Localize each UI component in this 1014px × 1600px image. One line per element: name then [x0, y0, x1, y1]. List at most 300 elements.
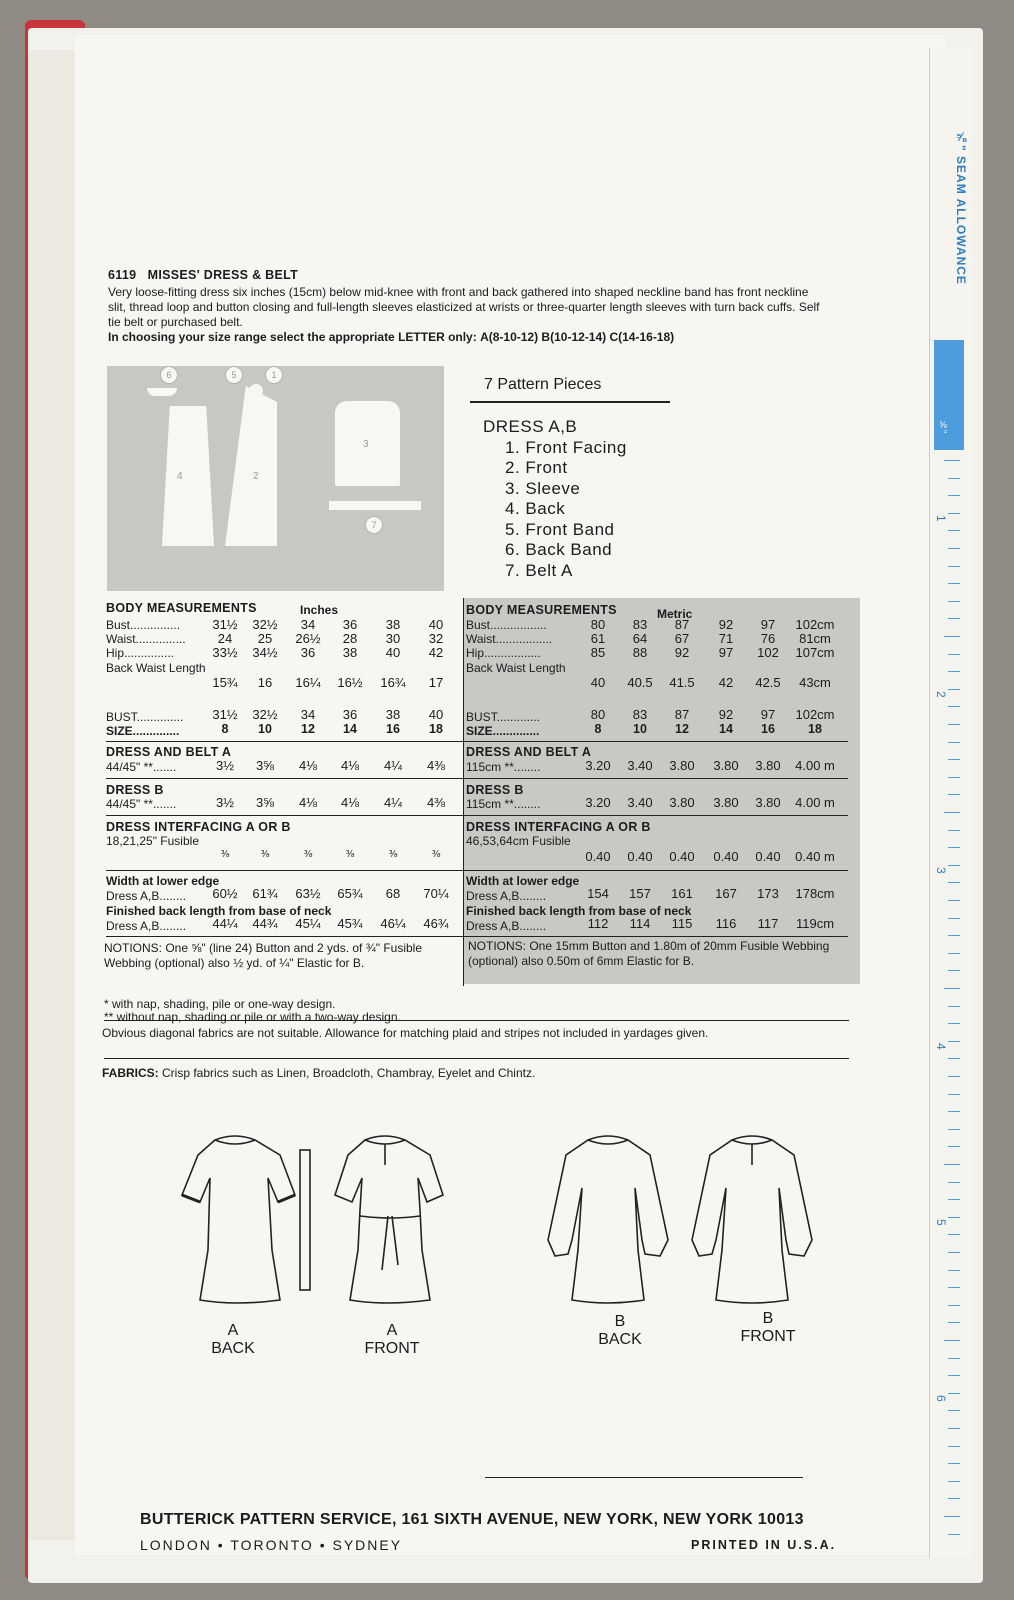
interfacing-title: DRESS INTERFACING A OR B — [466, 820, 651, 834]
pieces-title-underline — [470, 401, 670, 403]
dress-belt-label: 115cm **........ — [466, 760, 541, 774]
size-value: 16 — [761, 722, 775, 736]
back-length-value: 45¾ — [337, 916, 363, 931]
measure-value: 38 — [385, 617, 401, 632]
bust-value: 34 — [300, 707, 316, 722]
piece-back-band-shape — [147, 388, 177, 396]
ruler-tick — [948, 566, 960, 567]
ruler-tick — [948, 759, 960, 760]
back-length-value: 44¼ — [212, 916, 238, 931]
view-b-front-sketch — [692, 1136, 812, 1303]
piece-item: 6. Back Band — [505, 540, 613, 559]
column-divider — [463, 598, 464, 986]
nap-note-1: * with nap, shading, pile or one-way design. — [104, 997, 336, 1011]
yardage-value: 3½ — [215, 758, 235, 773]
measure-value: 32 — [428, 631, 444, 646]
dress-belt-label: 44/45" **....... — [106, 760, 177, 774]
yardage-value: 4⅛ — [340, 758, 360, 773]
footer-cities: LONDON • TORONTO • SYDNEY — [140, 1537, 403, 1553]
width-value: 65¾ — [337, 886, 363, 901]
interfacing-value: ⅜ — [345, 849, 355, 860]
rule — [106, 815, 848, 816]
dress-b-label: 44/45" **....... — [106, 797, 177, 811]
ruler-tick — [944, 636, 960, 637]
ruler-tick — [948, 1129, 960, 1130]
dress-belt-title: DRESS AND BELT A — [106, 745, 232, 759]
width-value: 161 — [671, 886, 693, 901]
ruler-number: 3 — [934, 867, 948, 874]
size-ranges: A(8-10-12) B(10-12-14) C(14-16-18) — [480, 330, 675, 344]
view-caption — [728, 1310, 808, 1346]
ruler-tick — [944, 812, 960, 813]
ruler-tick — [948, 1481, 960, 1482]
bust-label: BUST.............. — [106, 710, 184, 724]
measure-label: Hip................. — [466, 646, 541, 660]
yardage-value: 4⅛ — [340, 795, 360, 810]
measure-value: 33½ — [212, 645, 238, 660]
measure-value: 83 — [632, 617, 648, 632]
width-title: Width at lower edge — [106, 874, 220, 888]
back-length-value: 44¾ — [252, 916, 278, 931]
back-length-label: Dress A,B........ — [106, 919, 187, 933]
yardage-value: 4.00 m — [795, 758, 835, 773]
dress-belt-title: DRESS AND BELT A — [466, 745, 592, 759]
ruler-tick — [948, 1076, 960, 1077]
ruler-tick — [948, 1446, 960, 1447]
measure-value: 88 — [632, 645, 648, 660]
yardage-value: 4⅛ — [298, 758, 318, 773]
size-value: 10 — [633, 722, 647, 736]
view-letter: A — [386, 1322, 398, 1339]
measure-value: 97 — [760, 617, 776, 632]
ruler-tick — [948, 1375, 960, 1376]
measure-value: 76 — [760, 631, 776, 646]
measure-value: 64 — [632, 631, 648, 646]
ruler-tick — [948, 918, 960, 919]
ruler-top-label: ⅝" — [938, 420, 948, 434]
interfacing-value: 0.40 — [627, 849, 653, 864]
yardage-value: 3.80 — [713, 758, 739, 773]
pattern-description — [108, 285, 823, 345]
ruler-tick — [948, 1146, 960, 1147]
yardage-value: 3.20 — [585, 758, 611, 773]
bust-value: 87 — [674, 707, 690, 722]
bust-value: 38 — [385, 707, 401, 722]
yardage-value: 4⅜ — [426, 758, 446, 773]
ruler-tick — [948, 1498, 960, 1499]
bust-label: BUST............. — [466, 710, 541, 724]
pattern-title: MISSES' DRESS & BELT — [147, 268, 299, 282]
pieces-group: DRESS A,B — [483, 417, 578, 436]
width-value: 68 — [385, 886, 401, 901]
pattern-pieces-diagram — [107, 366, 444, 591]
view-caption — [352, 1322, 432, 1358]
size-value: 18 — [429, 722, 443, 736]
measure-label: Waist............... — [106, 632, 186, 646]
back-length-value: 114 — [629, 916, 651, 931]
back-length-value: 45¼ — [295, 916, 321, 931]
ruler-tick — [948, 900, 960, 901]
ruler-tick — [948, 1393, 960, 1394]
fabrics-label: FABRICS: — [102, 1066, 159, 1080]
size-value: 8 — [594, 722, 602, 736]
measure-value: 85 — [590, 645, 606, 660]
pieces-count-title: 7 Pattern Pieces — [484, 376, 602, 393]
piece-back-shape — [162, 406, 214, 546]
size-value: 16 — [386, 722, 400, 736]
back-length-value: 119cm — [795, 916, 835, 931]
measure-label: Bust............... — [106, 618, 181, 632]
measure-value: 92 — [674, 645, 690, 660]
ruler-tick — [948, 548, 960, 549]
ruler-tick — [948, 1252, 960, 1253]
measure-value: 40 — [428, 617, 444, 632]
ruler-tick — [948, 970, 960, 971]
pieces-list — [483, 417, 627, 581]
ruler-tick — [948, 689, 960, 690]
inches-notions: NOTIONS: One ⅝" (line 24) Button and 2 yds. of ¾" Fusible Webbing (optional) also ½ yd. of ¼" Elastic for B. — [104, 941, 422, 970]
ruler-number: 1 — [934, 515, 948, 522]
interfacing-value: ⅜ — [303, 849, 313, 860]
metric-notions: NOTIONS: One 15mm Button and 1.80m of 20mm Fusible Webbing (optional) also 0.50m of 6mm Elastic for B. — [468, 939, 830, 968]
yardage-value: 3½ — [215, 795, 235, 810]
measure-value: 40 — [385, 645, 401, 660]
ruler-tick — [948, 1217, 960, 1218]
back-waist-value: 42 — [718, 675, 734, 690]
ruler-tick — [948, 706, 960, 707]
bust-value: 31½ — [212, 707, 238, 722]
size-label: SIZE.............. — [106, 724, 180, 738]
measure-value: 71 — [718, 631, 734, 646]
piece-front-shape — [225, 386, 277, 546]
ruler-tick — [948, 742, 960, 743]
width-value: 60½ — [212, 886, 238, 901]
dress-b-label: 115cm **........ — [466, 797, 541, 811]
back-waist-label: Back Waist Length — [466, 661, 566, 675]
ruler-tick — [948, 724, 960, 725]
yardage-value: 4.00 m — [795, 795, 835, 810]
back-length-value: 115 — [671, 916, 693, 931]
measure-value: 107cm — [795, 645, 835, 660]
back-waist-value: 40.5 — [627, 675, 653, 690]
ruler-tick — [948, 513, 960, 514]
back-length-title: Finished back length from base of neck — [466, 904, 692, 918]
ruler-tick — [948, 654, 960, 655]
ruler-tick — [948, 1006, 960, 1007]
view-side: BACK — [211, 1340, 255, 1357]
garment-sketches — [160, 1120, 840, 1320]
back-waist-value: 15¾ — [212, 675, 238, 690]
ruler-tick — [944, 1516, 960, 1517]
ruler-blue-band — [934, 340, 964, 450]
width-label: Dress A,B........ — [466, 889, 547, 903]
back-length-title: Finished back length from base of neck — [106, 904, 332, 918]
width-title: Width at lower edge — [466, 874, 580, 888]
ruler-tick — [948, 618, 960, 619]
interfacing-value: 0.40 — [585, 849, 611, 864]
interfacing-value: 0.40 — [669, 849, 695, 864]
measure-value: 87 — [674, 617, 690, 632]
diagram-number: 4 — [177, 471, 183, 482]
width-value: 63½ — [295, 886, 321, 901]
ruler-tick — [948, 530, 960, 531]
measure-value: 80 — [590, 617, 606, 632]
diagram-number: 1 — [265, 366, 283, 384]
size-label: SIZE.............. — [466, 724, 540, 738]
rule — [106, 741, 848, 742]
belt-sketch — [300, 1150, 310, 1290]
width-value: 173 — [757, 886, 779, 901]
ruler-tick — [948, 1428, 960, 1429]
yardage-value: 4¼ — [383, 758, 403, 773]
piece-item: 4. Back — [505, 499, 566, 518]
yardage-value: 3.20 — [585, 795, 611, 810]
metric-body-title: BODY MEASUREMENTS — [466, 603, 617, 617]
back-length-value: 46¾ — [423, 916, 449, 931]
view-caption — [193, 1322, 273, 1358]
back-length-value: 46¼ — [380, 916, 406, 931]
footer-printed: PRINTED IN U.S.A. — [691, 1538, 837, 1552]
ruler-tick — [948, 830, 960, 831]
diagram-number: 7 — [365, 516, 383, 534]
interfacing-value: ⅜ — [220, 849, 230, 860]
ruler-number: 2 — [934, 691, 948, 698]
ruler-tick — [948, 583, 960, 584]
ruler-tick — [948, 1463, 960, 1464]
rule — [106, 778, 848, 779]
back-waist-value: 17 — [428, 675, 444, 690]
measure-value: 61 — [590, 631, 606, 646]
ruler-tick — [948, 1305, 960, 1306]
ruler-tick — [944, 1164, 960, 1165]
size-value: 12 — [301, 722, 315, 736]
ruler-tick — [948, 777, 960, 778]
description-text: Very loose-fitting dress six inches (15cm) below mid-knee with front and back gathered into shaped neckline band has front neckline slit, thread loop and button closing and full-length sleeves elasticized at wrists or three-quarter length sleeves with turn back cuffs. Self tie belt or purchased belt. — [108, 285, 820, 329]
width-value: 178cm — [795, 886, 835, 901]
ruler-tick — [948, 1058, 960, 1059]
size-value: 18 — [808, 722, 822, 736]
ruler-tick — [948, 953, 960, 954]
ruler-tick — [948, 1023, 960, 1024]
measure-value: 34½ — [252, 645, 278, 660]
size-instruction: In choosing your size range select the appropriate LETTER only: — [108, 330, 477, 344]
interfacing-value: ⅜ — [388, 849, 398, 860]
pattern-title-line — [108, 268, 298, 282]
measure-value: 67 — [674, 631, 690, 646]
ruler-tick — [948, 935, 960, 936]
yardage-value: 3.40 — [627, 795, 653, 810]
dress-b-title: DRESS B — [106, 783, 164, 797]
yardage-value: 4⅛ — [298, 795, 318, 810]
diagonal-note: Obvious diagonal fabrics are not suitable. Allowance for matching plaid and stripes not included in yardages given. — [102, 1026, 709, 1040]
ruler-tick — [948, 1111, 960, 1112]
interfacing-value: 0.40 — [755, 849, 781, 864]
view-a-back-sketch — [182, 1136, 295, 1303]
view-side: FRONT — [364, 1340, 420, 1357]
view-letter: B — [614, 1313, 626, 1330]
ruler-tick — [948, 847, 960, 848]
rule — [106, 936, 848, 937]
size-value: 12 — [675, 722, 689, 736]
ruler-tick — [948, 478, 960, 479]
width-value: 167 — [715, 886, 737, 901]
measure-label: Hip............... — [106, 646, 175, 660]
measure-value: 92 — [718, 617, 734, 632]
inches-body-title: BODY MEASUREMENTS — [106, 601, 257, 615]
rule — [104, 1058, 849, 1059]
ruler-tick — [948, 601, 960, 602]
diagram-number: 5 — [225, 366, 243, 384]
ruler-tick — [944, 988, 960, 989]
size-value: 8 — [221, 722, 229, 736]
fabrics-line — [102, 1066, 535, 1080]
view-letter: B — [762, 1310, 774, 1327]
yardage-value: 3.80 — [669, 758, 695, 773]
ruler-tick — [948, 1322, 960, 1323]
back-waist-value: 41.5 — [669, 675, 695, 690]
seam-allowance-label: ⅝" SEAM ALLOWANCE — [954, 130, 968, 285]
metric-unit: Metric — [657, 607, 693, 621]
ruler-tick — [948, 495, 960, 496]
diagram-number: 6 — [160, 366, 178, 384]
back-waist-value: 40 — [590, 675, 606, 690]
ruler-tick — [948, 1182, 960, 1183]
dress-b-title: DRESS B — [466, 783, 524, 797]
ruler-number: 5 — [934, 1219, 948, 1226]
view-caption — [580, 1313, 660, 1349]
yardage-value: 3.80 — [713, 795, 739, 810]
ruler-tick — [948, 1358, 960, 1359]
ruler-tick — [948, 1270, 960, 1271]
width-value: 70¼ — [423, 886, 449, 901]
measure-value: 36 — [300, 645, 316, 660]
measure-value: 31½ — [212, 617, 238, 632]
width-label: Dress A,B........ — [106, 889, 187, 903]
measure-value: 32½ — [252, 617, 278, 632]
bust-value: 92 — [718, 707, 734, 722]
piece-belt-shape — [329, 501, 421, 510]
bust-value: 80 — [590, 707, 606, 722]
ruler-number: 4 — [934, 1043, 948, 1050]
rule — [106, 870, 848, 871]
measure-value: 97 — [718, 645, 734, 660]
bust-value: 32½ — [252, 707, 278, 722]
measure-label: Bust................. — [466, 618, 547, 632]
diagram-number: 3 — [363, 439, 369, 450]
diagram-number: 2 — [253, 471, 259, 482]
view-letter: A — [227, 1322, 239, 1339]
back-waist-value: 16½ — [337, 675, 363, 690]
back-waist-value: 16 — [257, 675, 273, 690]
view-a-front-sketch — [335, 1136, 443, 1303]
size-value: 10 — [258, 722, 272, 736]
measure-value: 28 — [342, 631, 358, 646]
piece-item: 7. Belt A — [505, 560, 573, 580]
yardage-value: 3.80 — [669, 795, 695, 810]
pattern-number: 6119 — [108, 268, 137, 282]
ruler-tick — [944, 1340, 960, 1341]
yardage-value: 3.40 — [627, 758, 653, 773]
measure-value: 26½ — [295, 631, 321, 646]
bust-value: 83 — [632, 707, 648, 722]
interfacing-label: 46,53,64cm Fusible — [466, 834, 571, 848]
yardage-value: 4¼ — [383, 795, 403, 810]
measure-value: 102cm — [795, 617, 835, 632]
ruler-tick — [948, 1199, 960, 1200]
measure-value: 30 — [385, 631, 401, 646]
interfacing-title: DRESS INTERFACING A OR B — [106, 820, 291, 834]
piece-front-band-shape — [249, 384, 263, 398]
ruler-tick — [948, 1534, 960, 1535]
ruler-tick — [948, 1234, 960, 1235]
yardage-value: 3⅝ — [255, 758, 275, 773]
interfacing-label: 18,21,25" Fusible — [106, 834, 199, 848]
ruler-tick — [948, 1287, 960, 1288]
view-side: BACK — [598, 1331, 642, 1348]
ruler-tick — [948, 865, 960, 866]
ruler-tick — [948, 1410, 960, 1411]
measure-value: 25 — [257, 631, 273, 646]
measure-value: 36 — [342, 617, 358, 632]
width-value: 157 — [629, 886, 651, 901]
interfacing-value: ⅜ — [260, 849, 270, 860]
yardage-value: 4⅜ — [426, 795, 446, 810]
inches-unit: Inches — [300, 603, 339, 617]
back-length-label: Dress A,B........ — [466, 919, 547, 933]
footer-address: BUTTERICK PATTERN SERVICE, 161 SIXTH AVENUE, NEW YORK, NEW YORK 10013 — [140, 1511, 804, 1528]
piece-item: 5. Front Band — [505, 519, 615, 539]
measure-value: 42 — [428, 645, 444, 660]
bust-value: 40 — [428, 707, 444, 722]
measure-value: 24 — [217, 631, 233, 646]
bust-value: 97 — [760, 707, 776, 722]
yardage-value: 3.80 — [755, 795, 781, 810]
ruler-tick — [948, 882, 960, 883]
measure-value: 34 — [300, 617, 316, 632]
back-length-value: 116 — [715, 916, 737, 931]
back-waist-label: Back Waist Length — [106, 661, 206, 675]
measure-value: 102 — [757, 645, 779, 660]
back-length-value: 112 — [587, 916, 609, 931]
back-waist-value: 16¼ — [295, 675, 321, 690]
interfacing-value: 0.40 m — [795, 849, 835, 864]
ruler-number: 6 — [934, 1395, 948, 1402]
footer-rule — [485, 1477, 803, 1478]
interfacing-value: 0.40 — [713, 849, 739, 864]
fabrics-text: Crisp fabrics such as Linen, Broadcloth, Chambray, Eyelet and Chintz. — [162, 1066, 536, 1080]
back-length-value: 117 — [757, 916, 779, 931]
back-waist-value: 43cm — [799, 675, 831, 690]
back-waist-value: 16¾ — [380, 675, 406, 690]
back-waist-value: 42.5 — [755, 675, 781, 690]
measure-label: Waist................. — [466, 632, 553, 646]
ruler-tick — [948, 1041, 960, 1042]
ruler-tick — [944, 460, 960, 461]
piece-item: 2. Front — [505, 458, 568, 477]
size-value: 14 — [343, 722, 357, 736]
width-value: 61¾ — [252, 886, 278, 901]
bust-value: 102cm — [795, 707, 835, 722]
nap-note-2: ** without nap, shading or pile or with a two-way design. — [104, 1010, 401, 1024]
piece-item: 3. Sleeve — [505, 478, 581, 498]
yardage-value: 3⅝ — [255, 795, 275, 810]
interfacing-value: ⅜ — [431, 849, 441, 860]
seam-ruler — [934, 340, 964, 1460]
view-side: FRONT — [740, 1328, 796, 1345]
piece-item: 1. Front Facing — [505, 437, 627, 457]
bust-value: 36 — [342, 707, 358, 722]
width-value: 154 — [587, 886, 609, 901]
